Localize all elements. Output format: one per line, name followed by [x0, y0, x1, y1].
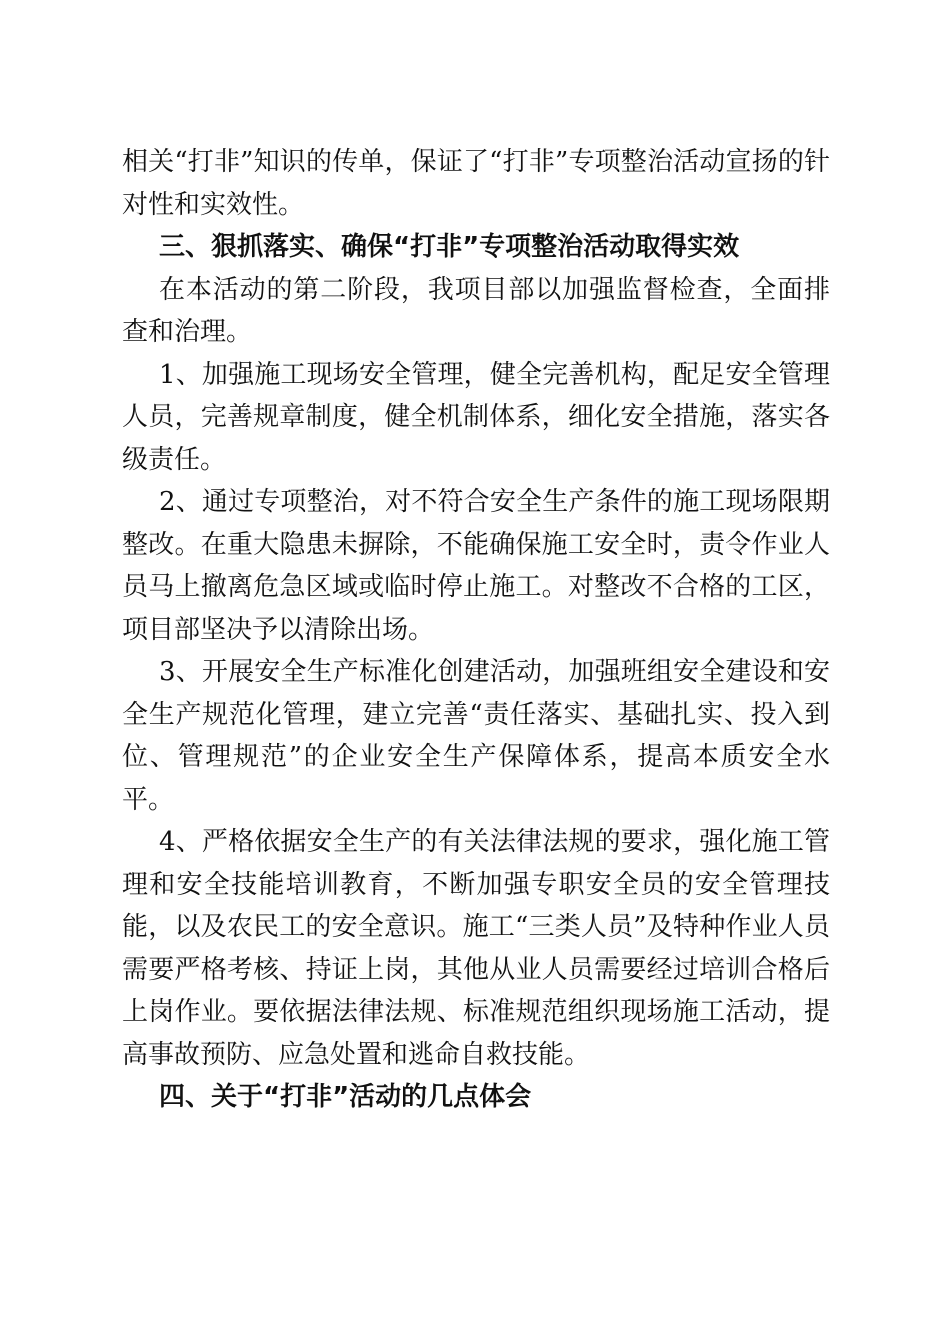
paragraph-intro: 在本活动的第二阶段，我项目部以加强监督检查，全面排查和治理。 [122, 274, 830, 347]
section-heading-four: 四、关于“打非”活动的几点体会 [159, 1082, 532, 1112]
paragraph-continuation: 相关“打非”知识的传单，保证了“打非”专项整治活动宣扬的针对性和实效性。 [122, 147, 830, 220]
list-item-2: 2、通过专项整治，对不符合安全生产条件的施工现场限期整改。在重大隐患未摒除，不能确保施工安全时，责令作业人员马上撤离危急区域或临时停止施工。对整改不合格的工区，项目部坚决予以清除出场。 [122, 487, 830, 645]
section-heading-three: 三、狠抓落实、确保“打非”专项整治活动取得实效 [159, 232, 740, 262]
document-body [122, 141, 830, 1119]
list-item-1: 1、加强施工现场安全管理，健全完善机构，配足安全管理人员，完善规章制度，健全机制体系，细化安全措施，落实各级责任。 [122, 359, 830, 475]
list-item-3: 3、开展安全生产标准化创建活动，加强班组安全建设和安全生产规范化管理，建立完善“责任落实、基础扎实、投入到位、管理规范”的企业安全生产保障体系，提高本质安全水平。 [122, 657, 830, 815]
list-item-4: 4、严格依据安全生产的有关法律法规的要求，强化施工管理和安全技能培训教育，不断加强专职安全员的安全管理技能，以及农民工的安全意识。施工“三类人员”及特种作业人员需要严格考核、持证上岗，其他从业人员需要经过培训合格后上岗作业。要依据法律法规、标准规范组织现场施工活动，提高事故预防、应急处置和逃命自救技能。 [122, 827, 830, 1070]
